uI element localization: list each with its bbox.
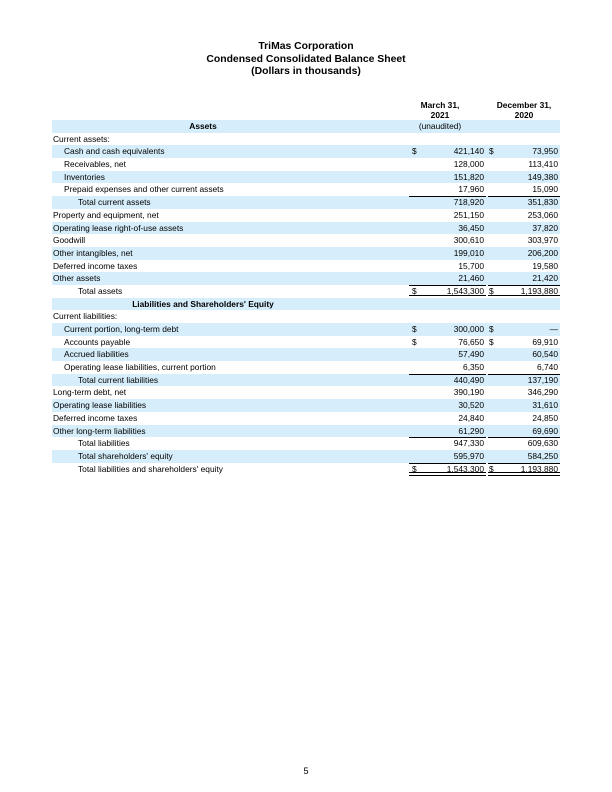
table-row-total: Total current liabilities 440,490 137,190 [52, 374, 560, 387]
table-row-total: Total shareholders' equity 595,970 584,250 [52, 450, 560, 463]
table-row: Inventories 151,820 149,380 [52, 171, 560, 184]
section-liabilities-equity: Liabilities and Shareholders' Equity [52, 298, 560, 311]
table-row: Property and equipment, net 251,150 253,060 [53, 209, 558, 220]
table-row-total: Total current assets 718,920 351,830 [52, 196, 560, 209]
balance-sheet-table [52, 98, 560, 475]
table-row: Accrued liabilities 57,490 60,540 [52, 348, 560, 361]
table-row: Other long-term liabilities 61,290 69,690 [53, 425, 558, 436]
company-name: TriMas Corporation [258, 41, 354, 52]
table-row: Receivables, net 128,000 113,410 [64, 159, 558, 170]
table-row: Goodwill 300,610 303,970 [53, 235, 558, 246]
table-row: Other intangibles, net 199,010 206,200 [53, 247, 558, 258]
table-row: Deferred income taxes 15,700 19,580 [53, 260, 558, 271]
column-header-march-2021: March 31, 2021 [405, 101, 475, 122]
table-row-grand-total: Total liabilities and shareholders' equity $ 1,543,300 $ 1,193,880 [52, 463, 560, 476]
page-number: 5 [303, 766, 309, 776]
table-row: Current assets: [53, 133, 110, 144]
table-row-grand-total: Total assets $ 1,543,300 $ 1,193,880 [52, 285, 560, 298]
table-row-total: Total liabilities 947,330 609,630 [78, 438, 558, 449]
table-row: Current portion, long-term debt $ 300,000 $ — [52, 323, 560, 336]
table-row: Current liabilities: [53, 311, 118, 322]
statement-name: Condensed Consolidated Balance Sheet [206, 53, 406, 65]
table-row: Other assets 21,460 21,420 [53, 273, 558, 284]
table-row: Operating lease right-of-use assets 36,450 37,820 [53, 222, 558, 233]
unaudited-label: (unaudited) [418, 121, 462, 131]
column-header-december-2020: December 31, 2020 [489, 101, 559, 122]
statement-title [0, 41, 612, 79]
table-row: Cash and cash equivalents $ 421,140 $ 73,950 [52, 145, 560, 158]
table-row: Long-term debt, net 390,190 346,290 [53, 387, 558, 398]
section-assets: Assets (unaudited) [52, 120, 560, 133]
table-row: Prepaid expenses and other current assets 17,960 15,090 [64, 184, 558, 195]
statement-units: (Dollars in thousands) [251, 66, 361, 77]
table-row: Operating lease liabilities, current portion 6,350 6,740 [64, 362, 558, 373]
column-headers [52, 98, 560, 120]
table-row: Deferred income taxes 24,840 24,850 [53, 412, 558, 423]
table-row: Accounts payable $ 76,650 $ 69,910 [64, 336, 558, 347]
table-row: Operating lease liabilities 30,520 31,610 [53, 400, 558, 411]
